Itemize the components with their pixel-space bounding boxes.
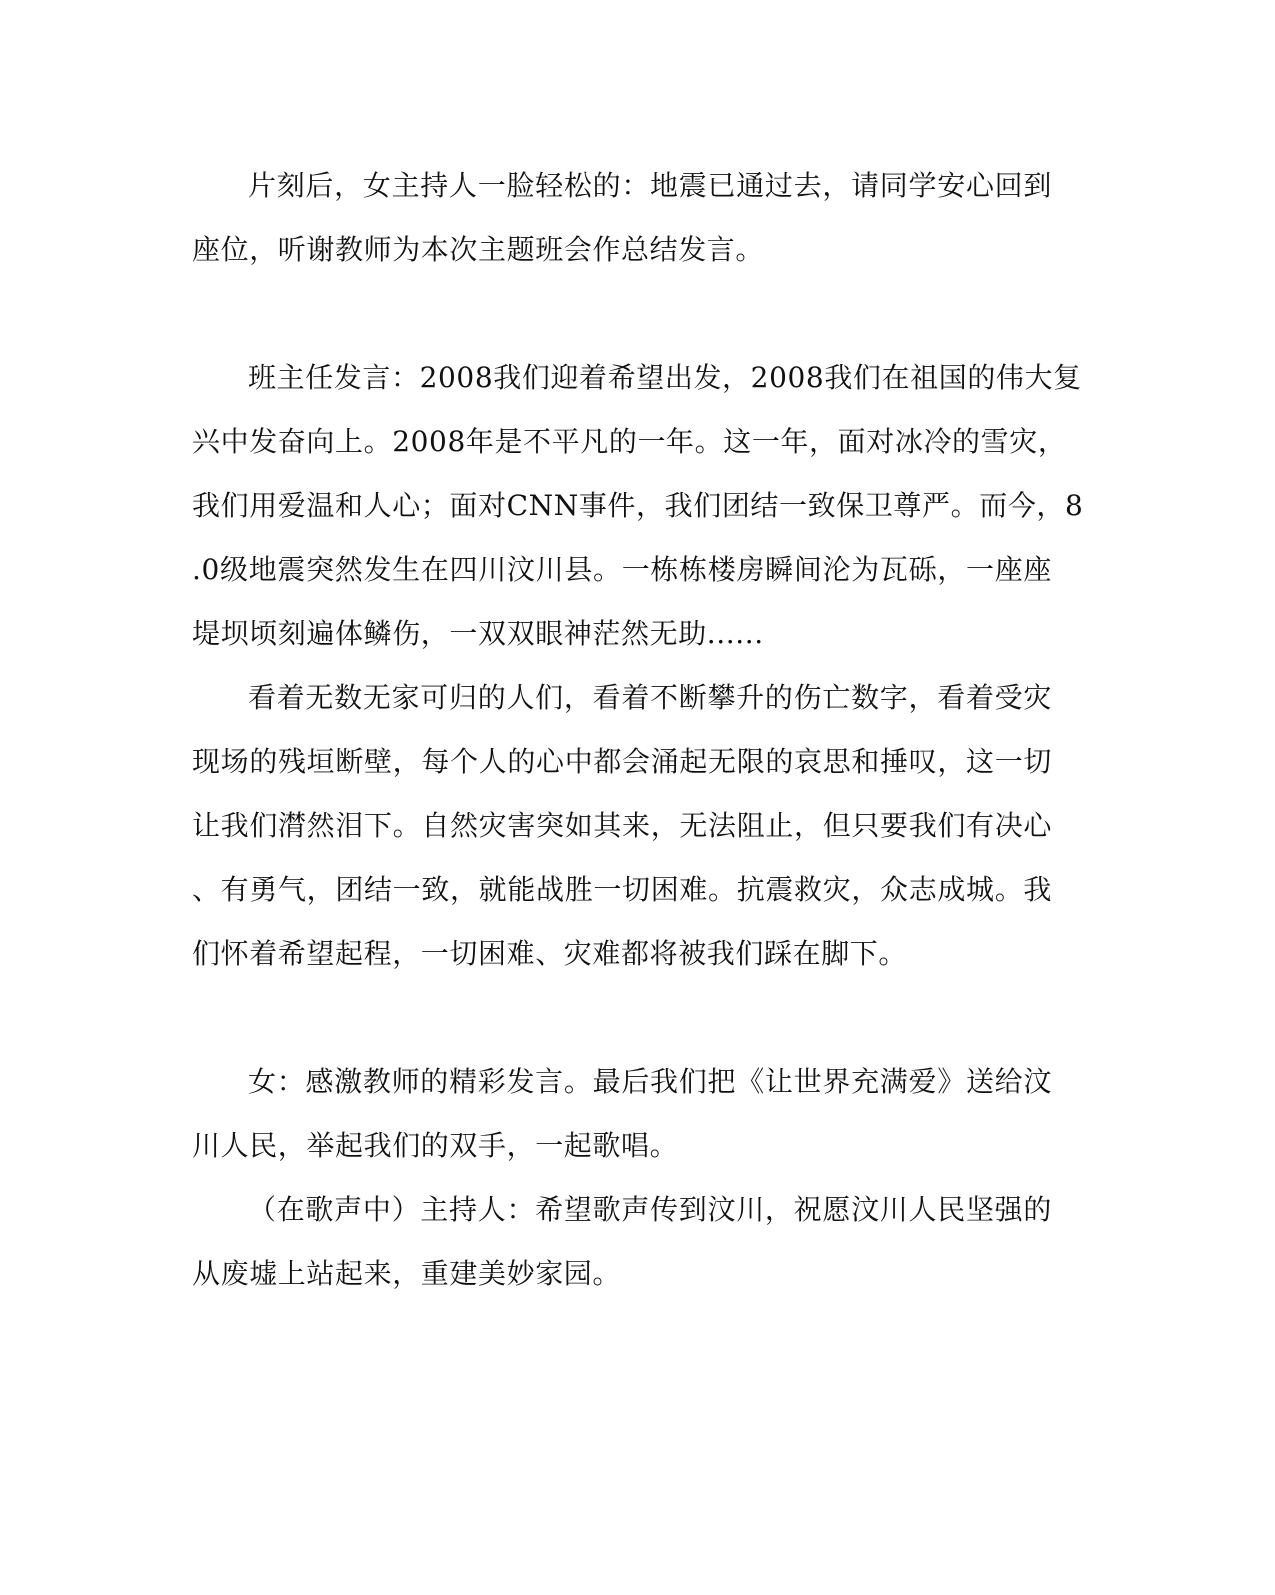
paragraph-2-line-5: 堤坝顷刻遍体鳞伤，一双双眼神茫然无助...... — [192, 617, 764, 650]
paragraph-1-line-1: 片刻后，女主持人一脸轻松的：地震已通过去，请同学安心回到 — [248, 169, 1052, 202]
paragraph-2-line-2: 兴中发奋向上。2008年是不平凡的一年。这一年，面对冰冷的雪灾， — [192, 425, 1067, 458]
paragraph-2-line-1: 班主任发言：2008我们迎着希望出发，2008我们在祖国的伟大复 — [248, 361, 1082, 394]
paragraph-4-line-1: 女：感激教师的精彩发言。最后我们把《让世界充满爱》送给汶 — [248, 1065, 1052, 1098]
paragraph-3-line-1: 看着无数无家可归的人们，看着不断攀升的伤亡数字，看着受灾 — [248, 681, 1052, 714]
paragraph-3-line-3: 让我们潸然泪下。自然灾害突如其来，无法阻止，但只要我们有决心 — [192, 809, 1052, 842]
paragraph-1-line-2: 座位，听谢教师为本次主题班会作总结发言。 — [192, 233, 765, 266]
paragraph-2-line-3: 我们用爱温和人心；面对CNN事件，我们团结一致保卫尊严。而今，8 — [192, 489, 1084, 522]
paragraph-3-line-2: 现场的残垣断壁，每个人的心中都会涌起无限的哀思和捶叹，这一切 — [192, 745, 1052, 778]
paragraph-2-line-4: .0级地震突然发生在四川汶川县。一栋栋楼房瞬间沦为瓦砾，一座座 — [192, 553, 1052, 586]
paragraph-3-line-5: 们怀着希望起程，一切困难、灾难都将被我们踩在脚下。 — [192, 937, 908, 970]
paragraph-3-line-4: 、有勇气，团结一致，就能战胜一切困难。抗震救灾，众志成城。我 — [192, 873, 1052, 906]
paragraph-4-line-2: 川人民，举起我们的双手，一起歌唱。 — [192, 1129, 679, 1162]
paragraph-5-line-1: （在歌声中）主持人：希望歌声传到汶川，祝愿汶川人民坚强的 — [248, 1193, 1052, 1226]
paragraph-5-line-2: 从废墟上站起来，重建美妙家园。 — [192, 1257, 622, 1290]
